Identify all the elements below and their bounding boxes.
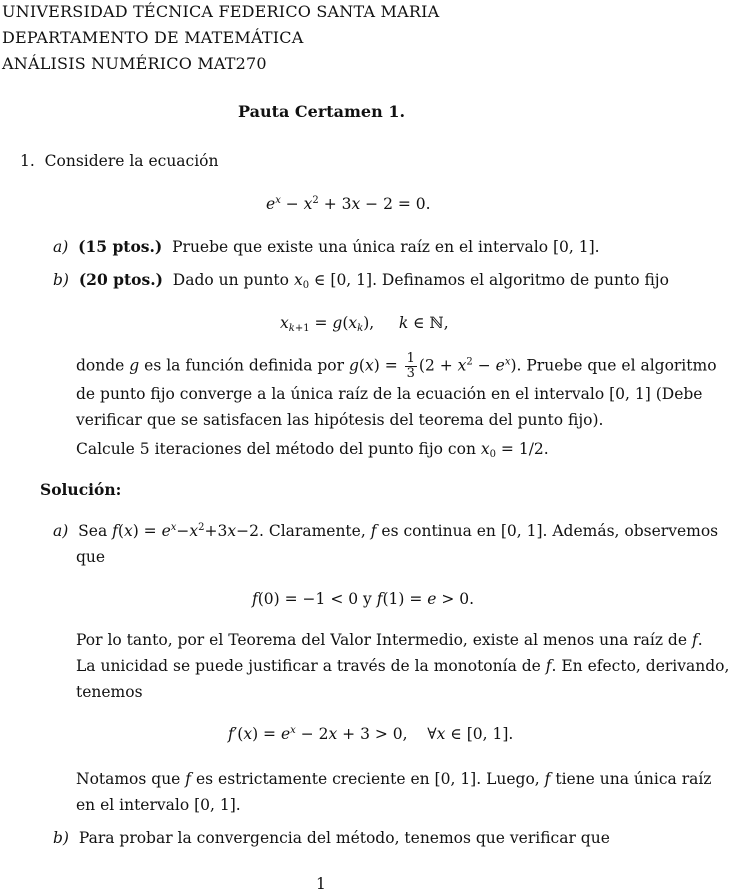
solution-a-line1: a) Sea $f(x) = e^x-x^2+3x-2$. Claramente, f es continua en [0, 1]. Además, observemos [53, 522, 719, 540]
solution-a-par2-line2: La unicidad se puede justificar a través de la monotonía de f. En efecto, derivando, [76, 657, 729, 675]
solution-a-par2-line3: tenemos [76, 683, 143, 701]
header-department: DEPARTAMENTO DE MATEMÁTICA [2, 28, 304, 47]
solution-heading: Solución: [40, 480, 122, 499]
header-university: UNIVERSIDAD TÉCNICA FEDERICO SANTA MARIA [2, 2, 440, 21]
solution-a-par3-line2: en el intervalo [0, 1]. [76, 796, 241, 814]
part-b-line4: Calcule 5 iteraciones del método del punto fijo con $x_0 = 1/2$. [76, 440, 549, 460]
equation-iteration: $x_{k+1} = g(x_k)$, k ∈ ℕ, [280, 314, 449, 334]
solution-a-line2: que [76, 548, 106, 566]
header-course: ANÁLISIS NUMÉRICO MAT270 [2, 54, 267, 73]
page-number: 1 [316, 875, 326, 893]
part-b: b) (20 ptos.) Dado un punto $x_0$ ∈ [0, 1]. Definamos el algoritmo de punto fijo [53, 270, 669, 291]
problem-intro: 1. Considere la ecuación [20, 152, 219, 170]
solution-b-line1: b) Para probar la convergencia del método, tenemos que verificar que [53, 829, 610, 847]
part-b-line2: de punto fijo converge a la única raíz de la ecuación en el intervalo [0, 1] (Debe [76, 385, 703, 403]
solution-a-par3-line1: Notamos que f es estrictamente creciente en [0, 1]. Luego, f tiene una única raíz [76, 770, 712, 788]
part-b-g-def: donde g es la función definida por g(x) = $\frac{1}{3}$ $(2 + x^2 - e^x)$. Pruebe que el algoritmo [76, 351, 717, 381]
equation-main: $e^x - x^2 + 3x - 2 = 0$. [266, 195, 431, 213]
equation-derivative: $f'(x) = e^x - 2x + 3 > 0$, ∀x ∈ [0, 1]. [228, 725, 514, 743]
part-b-line3: verificar que se satisfacen las hipótesis del teorema del punto fijo). [76, 411, 604, 429]
page-title: Pauta Certamen 1. [237, 102, 406, 121]
equation-endpoints: f(0) = −1 < 0 y f(1) = e > 0. [252, 590, 475, 608]
part-a: a) (15 ptos.) Pruebe que existe una única raíz en el intervalo [0, 1]. [53, 237, 600, 256]
solution-a-par2-line1: Por lo tanto, por el Teorema del Valor Intermedio, existe al menos una raíz de f. [76, 631, 703, 649]
